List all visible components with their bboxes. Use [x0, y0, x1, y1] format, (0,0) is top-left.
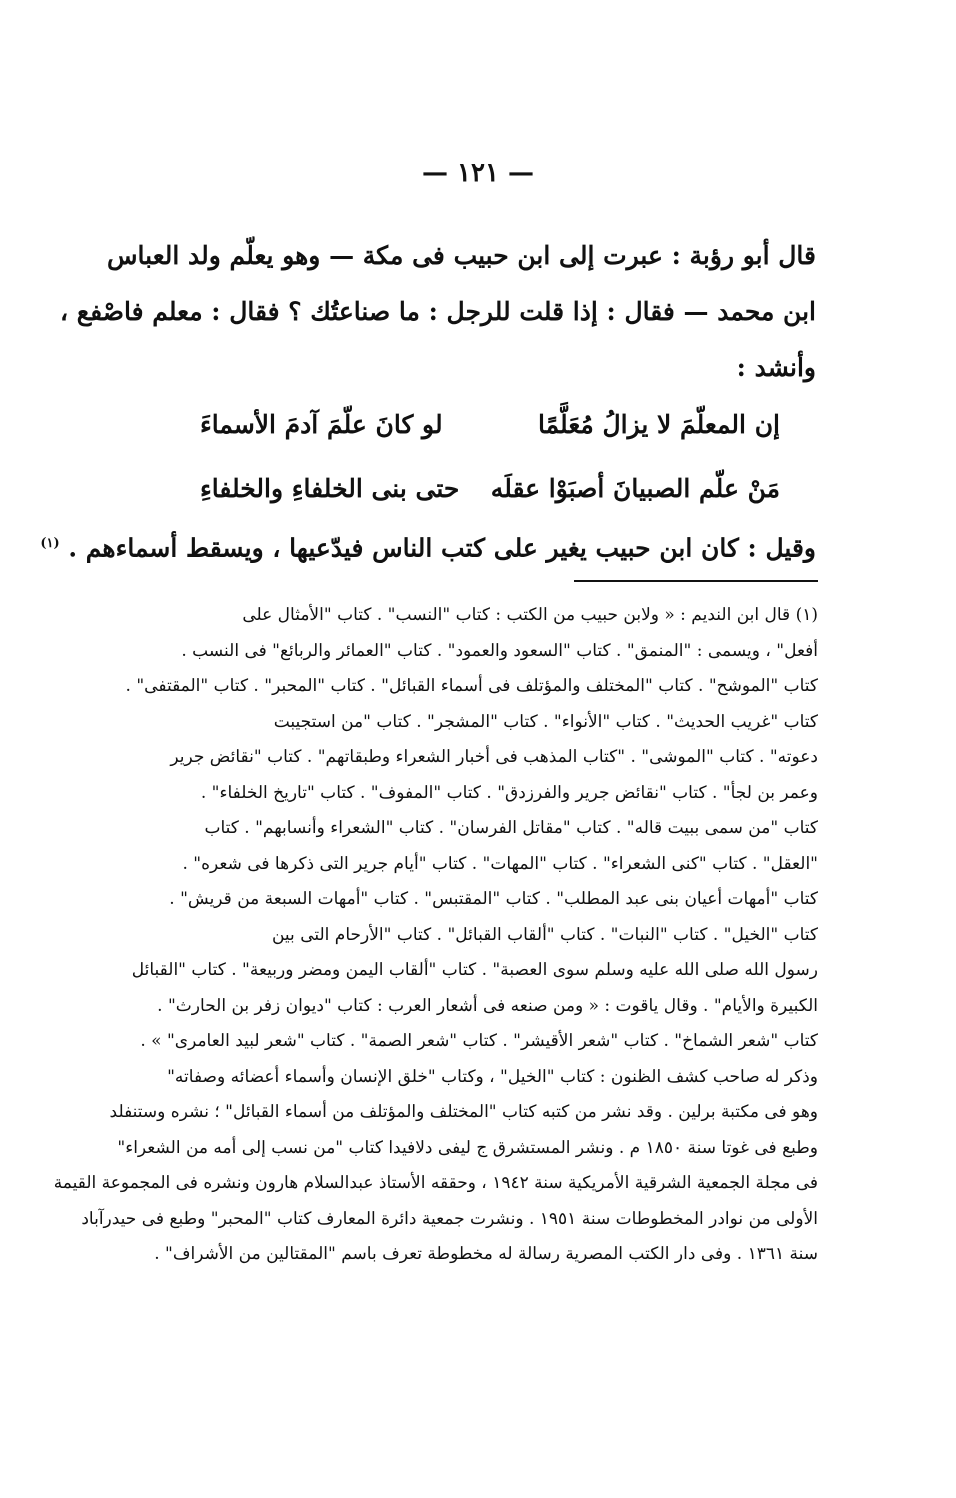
footnote-line: كتاب "من سمى ببيت قاله" . كتاب "مقاتل الفرسان" . كتاب "الشعراء وأنسابهم" . كتاب: [204, 818, 818, 838]
main-text-line: وأنشد :: [736, 353, 816, 382]
main-paragraph: [60, 228, 816, 396]
footnote-line: "العقل" . كتاب "كنى الشعراء" . كتاب "المهات" . كتاب "أيام جرير التى ذكرها فى شعره" .: [182, 853, 818, 874]
poem-verse: [200, 456, 780, 520]
footnote-line: (١) قال ابن النديم : « ولابن حبيب من الكتب : كتاب "النسب" . كتاب "الأمثال على: [242, 605, 818, 625]
footnote-line: كتاب "أمهات أعيان بنى عبد المطلب" . كتاب "المقتبس" . كتاب "أمهات السبعة من قريش" .: [169, 889, 818, 909]
footnote-reference: (١): [40, 536, 60, 551]
footnote-line: كتاب "الموشح" . كتاب "المختلف والمؤتلف فى أسماء القبائل" . كتاب "المحبر" . كتاب "المقتفى" .: [125, 676, 818, 696]
main-text-line: قال أبو رؤبة : عبرت إلى ابن حبيب فى مكة — وهو يعلّم ولد العباس: [107, 241, 816, 270]
verse-first-hemistich: مَنْ علّم الصبيانَ أصبَوْا عقلَه: [490, 473, 780, 503]
footnote-line: وهو فى مكتبة برلين . وقد نشر من كتبه كتاب "المختلف والمؤتلف من أسماء القبائل" ؛ نشره وستنفلد: [109, 1102, 818, 1122]
footnote-line: كتاب "غريب الحديث" . كتاب "الأنواء" . كتاب "المشجر" . كتاب "من استجيبت: [273, 711, 818, 732]
verse-second-hemistich: حتى بنى الخلفاءِ والخلفاءِ: [200, 473, 460, 503]
footnote-line: رسول الله صلى الله عليه وسلم سوى العصبة" . كتاب "ألقاب اليمن ومضر وربيعة" . كتاب "القبائل: [131, 960, 818, 980]
verse-first-hemistich: إن المعلّمَ لا يزالُ مُعَلَّمًا: [537, 409, 780, 439]
poem-verse: [200, 392, 780, 456]
page-number: — ١٢١ —: [421, 158, 535, 188]
footnote-line: أفعل" ، ويسمى : "المنمق" . كتاب "السعود والعمود" . كتاب "العمائر والربائع" فى النسب .: [181, 640, 818, 661]
footnote-line: وعمر بن لجأ" . كتاب "نقائض جرير والفرزدق" . كتاب "المفوف" . كتاب "تاريخ الخلفاء" .: [200, 782, 818, 803]
footnote-line: الأولى من نوادر المخطوطات سنة ١٩٥١ . ونشرت جمعية دائرة المعارف كتاب "المحبر" وطبع فى حيدرآباد: [81, 1208, 818, 1229]
closing-sentence-text: وقيل : كان ابن حبيب يغير على كتب الناس فيدّعيها ، ويسقط أسماءهم .: [68, 533, 816, 563]
footnote-line: سنة ١٣٦١ . وفى دار الكتب المصرية رسالة له مخطوطة تعرف باسم "المقتالين من الأشراف" .: [154, 1244, 818, 1264]
footnote-line: كتاب "شعر الشماخ" . كتاب "شعر الأقيشر" . كتاب "شعر الصمة" . كتاب "شعر لبيد العامرى" » .: [140, 1031, 818, 1051]
main-text-line: ابن محمد — فقال : إذا قلت للرجل : ما صناعتُك ؟ فقال : معلم فاصْفع ،: [60, 297, 816, 326]
footnote-line: الكبيرة والأيام" . وقال ياقوت : « ومن صنعه فى أشعار العرب : كتاب "ديوان زفر بن الحارث" .: [157, 995, 818, 1016]
poem: [200, 392, 780, 520]
footnote-line: وذكر له صاحب كشف الظنون : كتاب "الخيل" ، وكتاب "خلق الإنسان وأسماء أعضائه وصفاته": [167, 1066, 818, 1087]
closing-sentence: [40, 516, 816, 576]
footnote-line: وطبع فى غوتا سنة ١٨٥٠ م . ونشر المستشرق ج ليفى دلافيدا كتاب "من نسب إلى أمه من الشعراء": [117, 1137, 818, 1158]
footnote-line: دعوته" . كتاب "الموشى" . "كتاب المذهب فى أخبار الشعراء وطبقاتهم" . كتاب "نقائض جرير: [170, 747, 818, 767]
footnote-divider: [574, 580, 818, 582]
footnote-line: فى مجلة الجمعية الشرقية الأمريكية سنة ١٩٤٢ ، وحققه الأستاذ عبدالسلام هارون ونشره فى المجموعة القيمة: [53, 1173, 818, 1193]
verse-second-hemistich: لو كانَ علّمَ آدمَ الأسماءَ: [200, 409, 443, 439]
footnote-line: كتاب "الخيل" . كتاب "النبات" . كتاب "ألقاب القبائل" . كتاب "الأرحام التى بين: [271, 924, 818, 945]
footnote: [53, 598, 818, 1273]
